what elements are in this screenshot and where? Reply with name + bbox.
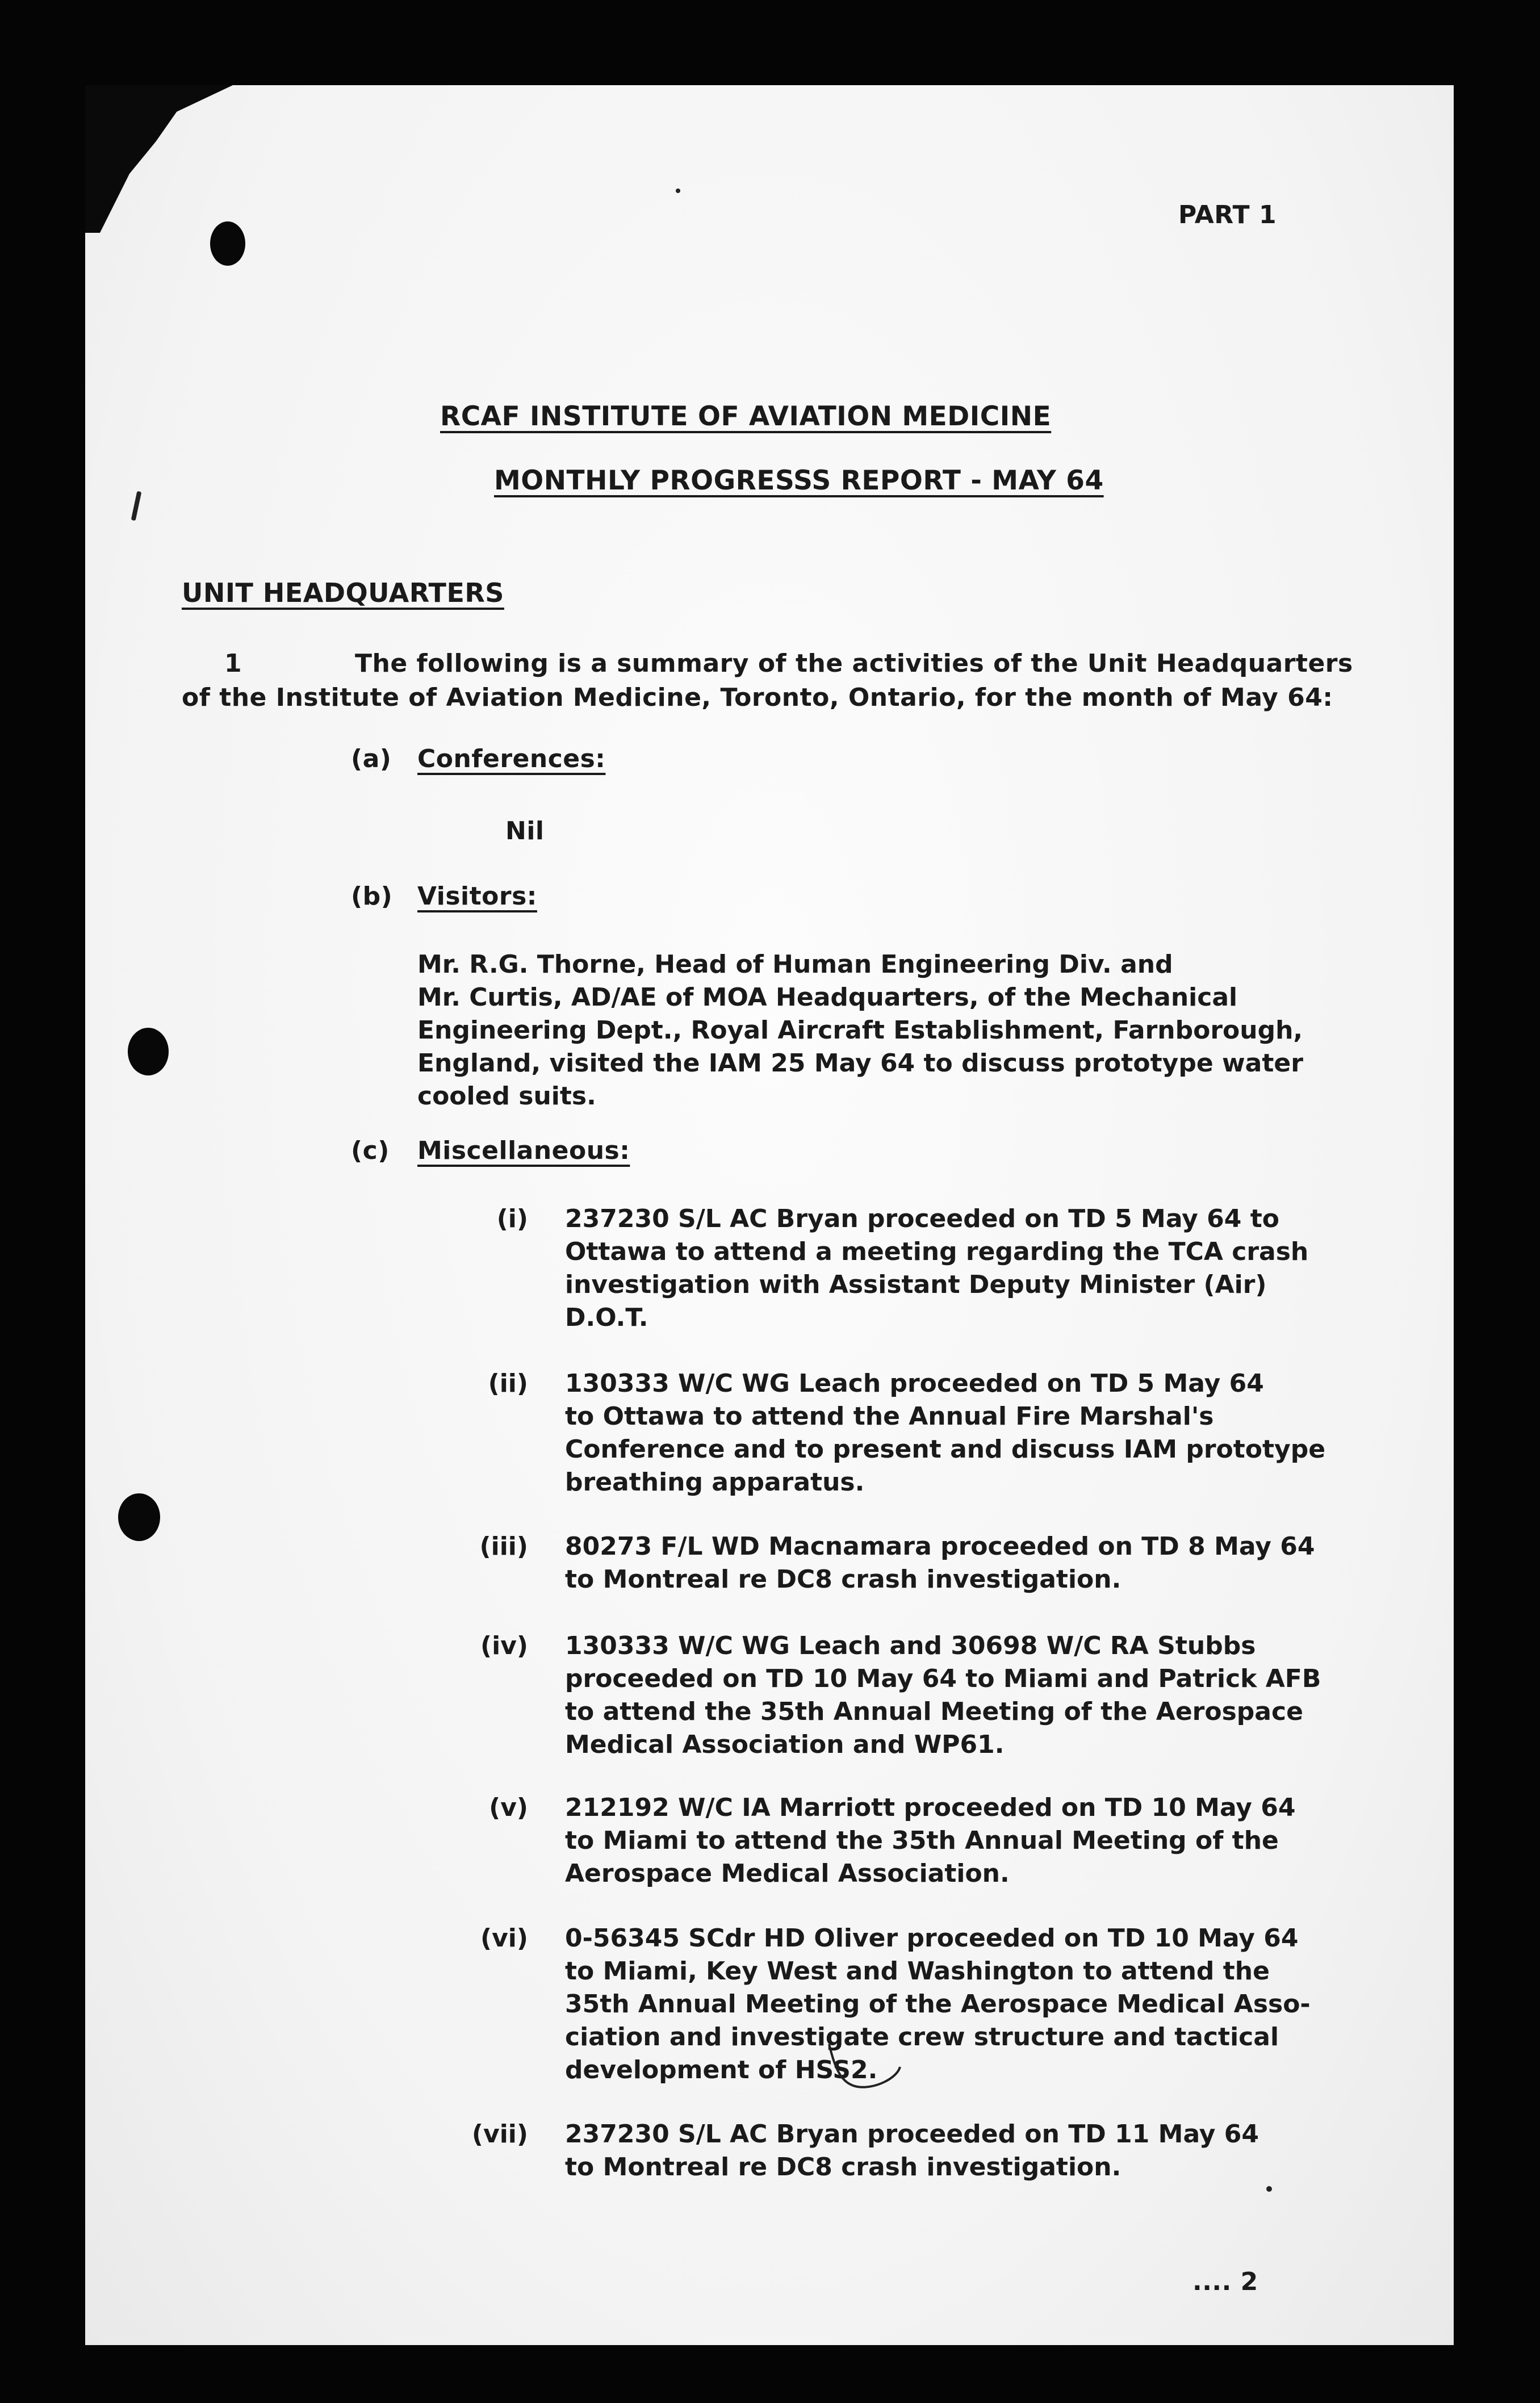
subsection-b-heading: Visitors:	[417, 882, 537, 911]
item-line: to attend the 35th Annual Meeting of the Aerospace	[565, 1697, 1303, 1726]
document-page	[85, 85, 1454, 2345]
section-heading: UNIT HEADQUARTERS	[182, 577, 504, 608]
visitors-line: Engineering Dept., Royal Aircraft Establishment, Farnborough,	[417, 1016, 1303, 1045]
item-line: Aerospace Medical Association.	[565, 1859, 1010, 1888]
item-number: (iv)	[480, 1631, 528, 1660]
handwritten-check-mark	[823, 2033, 909, 2095]
item-line: Conference and to present and discuss IAM prototype	[565, 1435, 1326, 1464]
item-line: 237230 S/L AC Bryan proceeded on TD 11 May 64	[565, 2120, 1259, 2149]
misc-item-vi	[565, 1922, 1311, 2087]
item-line: 80273 F/L WD Macnamara proceeded on TD 8 May 64	[565, 1532, 1315, 1561]
item-line: to Miami, Key West and Washington to attend the	[565, 1957, 1270, 1986]
title-institute: RCAF INSTITUTE OF AVIATION MEDICINE	[440, 401, 1052, 432]
subsection-a-label: (a)	[351, 744, 392, 773]
visitors-line: Mr. R.G. Thorne, Head of Human Engineering Div. and	[417, 950, 1173, 979]
item-line: 130333 W/C WG Leach proceeded on TD 5 May 64	[565, 1369, 1264, 1398]
punch-hole-middle	[128, 1028, 169, 1075]
intro-line-1: The following is a summary of the activities of the Unit Headquarters	[355, 649, 1353, 678]
punch-hole-lower	[118, 1493, 160, 1541]
item-line: 237230 S/L AC Bryan proceeded on TD 5 May 64 to	[565, 1204, 1279, 1233]
item-line: Ottawa to attend a meeting regarding the TCA crash	[565, 1237, 1309, 1266]
visitors-line: Mr. Curtis, AD/AE of MOA Headquarters, of the Mechanical	[417, 983, 1238, 1012]
visitors-line: England, visited the IAM 25 May 64 to discuss prototype water	[417, 1049, 1303, 1078]
item-line: D.O.T.	[565, 1303, 648, 1332]
item-line: to Ottawa to attend the Annual Fire Marshal's	[565, 1402, 1214, 1431]
item-line: ciation and investigate crew structure and tactical	[565, 2023, 1279, 2052]
item-line: 35th Annual Meeting of the Aerospace Medical Asso-	[565, 1990, 1311, 2019]
misc-item-vii	[565, 2118, 1259, 2184]
item-line: 0-56345 SCdr HD Oliver proceeded on TD 10 May 64	[565, 1924, 1299, 1953]
item-line: Medical Association and WP61.	[565, 1730, 1005, 1759]
mark-left-margin	[131, 491, 142, 521]
punch-hole-top	[210, 221, 245, 266]
subsection-a-body: Nil	[505, 817, 545, 845]
torn-corner	[85, 85, 233, 233]
subsection-c-heading: Miscellaneous:	[417, 1136, 630, 1165]
item-line: to Montreal re DC8 crash investigation.	[565, 1565, 1121, 1594]
speck-right	[1266, 2186, 1272, 2192]
misc-item-iv	[565, 1630, 1321, 1761]
speck-top	[676, 189, 680, 193]
item-line: investigation with Assistant Deputy Minister (Air)	[565, 1270, 1267, 1299]
item-line: 212192 W/C IA Marriott proceeded on TD 10 May 64	[565, 1793, 1296, 1822]
item-line: proceeded on TD 10 May 64 to Miami and Patrick AFB	[565, 1664, 1321, 1693]
misc-item-iii	[565, 1530, 1315, 1596]
misc-item-v	[565, 1791, 1296, 1890]
item-line: to Miami to attend the 35th Annual Meeting of the	[565, 1826, 1279, 1855]
subsection-b-label: (b)	[351, 882, 393, 911]
paragraph-number: 1	[224, 649, 242, 678]
item-number: (i)	[496, 1204, 528, 1233]
item-number: (iii)	[479, 1532, 528, 1561]
misc-item-i	[565, 1203, 1308, 1334]
item-number: (ii)	[488, 1369, 528, 1398]
title-report: MONTHLY PROGRESSS REPORT - MAY 64	[494, 465, 1104, 496]
part-label: PART 1	[1178, 200, 1277, 229]
page-continuation: .... 2	[1192, 2267, 1258, 2296]
item-line: to Montreal re DC8 crash investigation.	[565, 2153, 1121, 2182]
subsection-c-label: (c)	[351, 1136, 390, 1165]
item-line: 130333 W/C WG Leach and 30698 W/C RA Stubbs	[565, 1631, 1256, 1660]
item-number: (vi)	[480, 1924, 528, 1953]
item-number: (v)	[489, 1793, 528, 1822]
visitors-line: cooled suits.	[417, 1082, 596, 1111]
item-line: breathing apparatus.	[565, 1468, 865, 1497]
item-number: (vii)	[471, 2120, 528, 2149]
subsection-a-heading: Conferences:	[417, 744, 606, 773]
visitors-text	[417, 948, 1303, 1113]
item-line: development of HSS2.	[565, 2055, 878, 2084]
misc-item-ii	[565, 1367, 1325, 1499]
intro-line-2: of the Institute of Aviation Medicine, Toronto, Ontario, for the month of May 64:	[182, 683, 1333, 712]
